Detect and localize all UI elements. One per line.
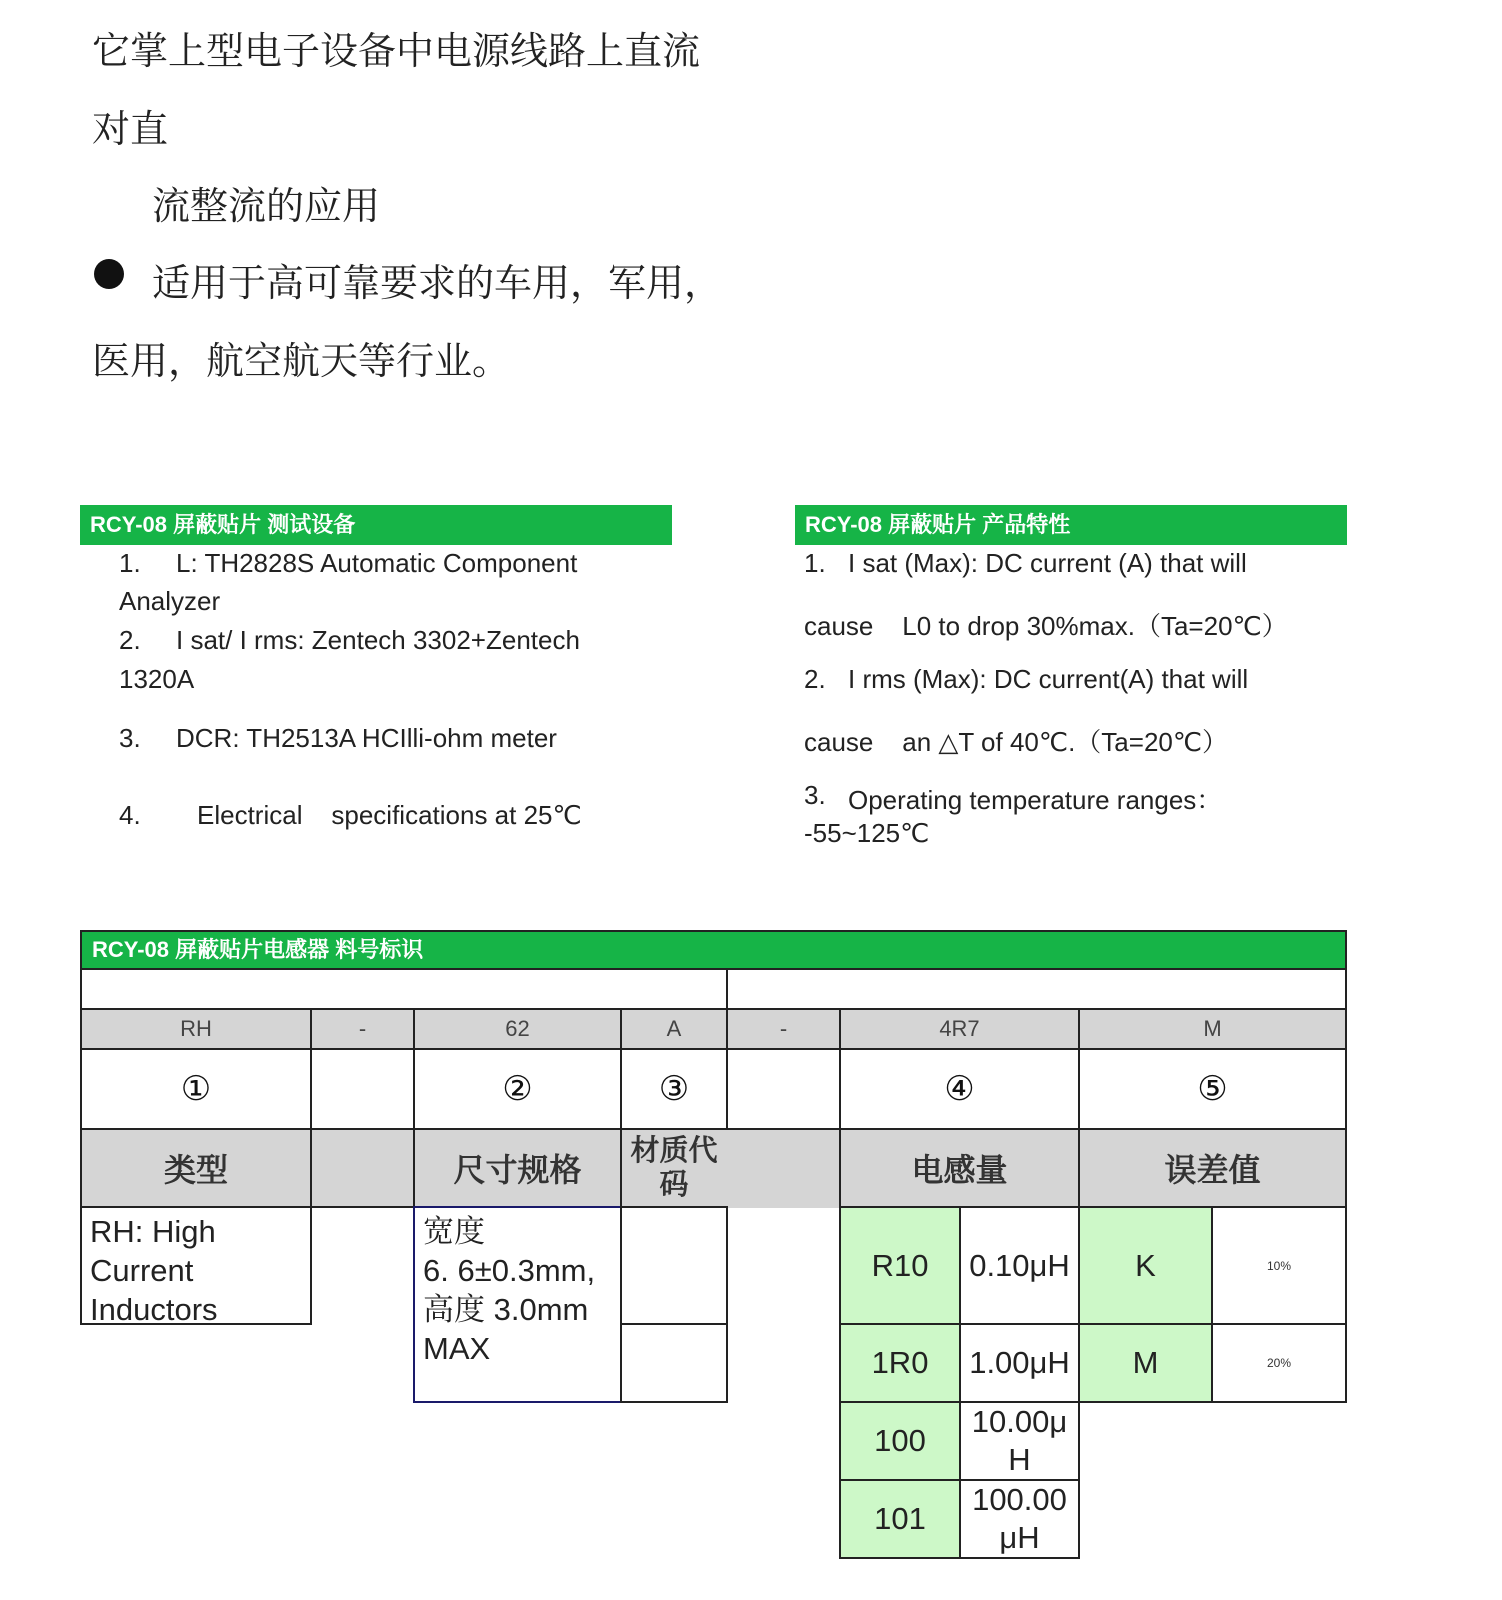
intro-line-3: 流整流的应用 — [152, 184, 381, 228]
marker-blank-1 — [310, 1048, 415, 1130]
code-material: A — [620, 1008, 728, 1050]
size-desc-line-2: 6. 6±0.3mm, — [423, 1253, 596, 1288]
inductance-code-r10: R10 — [839, 1206, 961, 1325]
intro-line-5: 医用，航空航天等行业。 — [92, 339, 511, 383]
type-desc-line-2: Current — [90, 1253, 194, 1288]
intro-line-1: 它掌上型电子设备中电源线路上直流 — [92, 29, 701, 73]
inductance-code-101: 101 — [839, 1479, 961, 1559]
char-item-2-text-cont: cause an △T of 40℃.（Ta=20℃） — [804, 727, 1229, 757]
code-tolerance: M — [1078, 1008, 1347, 1050]
test-item-2-text: I sat/ I rms: Zentech 3302+Zentech — [176, 625, 580, 655]
blank-cell-right — [726, 968, 1347, 1010]
inductance-value-100 — [959, 1401, 1080, 1481]
header-size: 尺寸规格 — [413, 1128, 622, 1208]
header-material: 材质代码 — [620, 1128, 728, 1208]
intro-line-2: 对直 — [92, 107, 169, 151]
size-desc-line-1: 宽度 — [423, 1214, 485, 1249]
test-item-2-text-cont: 1320A — [119, 664, 195, 694]
inductance-value-1r0: 1.00μH — [959, 1323, 1080, 1403]
test-item-1-text-cont: Analyzer — [119, 586, 221, 616]
type-desc-line-3: Inductors — [90, 1292, 218, 1327]
header-inductance: 电感量 — [839, 1128, 1080, 1208]
tolerance-code-k: K — [1078, 1206, 1213, 1325]
marker-2: ② — [413, 1048, 622, 1130]
bullet-icon — [94, 259, 124, 289]
inductance-value-100-part-2: H — [1008, 1442, 1031, 1477]
test-item-3-text: DCR: TH2513A HCIlli-ohm meter — [176, 723, 557, 753]
header-blank-1 — [310, 1128, 415, 1208]
code-dash-2: - — [726, 1008, 841, 1050]
size-description — [413, 1206, 622, 1403]
code-rh: RH — [80, 1008, 312, 1050]
test-item-1-number: 1. — [119, 548, 141, 578]
char-item-3-number: 3. — [804, 780, 826, 810]
inductance-value-101-part-2: μH — [999, 1520, 1040, 1555]
tolerance-value-k: 10% — [1211, 1206, 1347, 1325]
char-item-3-text-cont: -55~125℃ — [804, 818, 930, 848]
part-code-title: RCY-08 屏蔽贴片电感器 料号标识 — [80, 930, 1347, 970]
type-description — [80, 1206, 312, 1325]
intro-line-4: 适用于高可靠要求的车用，军用， — [152, 261, 723, 305]
test-item-4-text: Electrical specifications at 25℃ — [197, 800, 582, 830]
marker-3: ③ — [620, 1048, 728, 1130]
blank-cell-left — [80, 968, 728, 1010]
size-desc-line-4: MAX — [423, 1331, 491, 1366]
code-dash-1: - — [310, 1008, 415, 1050]
char-item-2-number: 2. — [804, 664, 826, 694]
marker-blank-2 — [726, 1048, 841, 1130]
inductance-value-100-part-1: 10.00μ — [971, 1404, 1068, 1439]
marker-4: ④ — [839, 1048, 1080, 1130]
test-item-3-number: 3. — [119, 723, 141, 753]
size-desc-line-3: 高度 3.0mm — [423, 1292, 589, 1327]
tolerance-value-m: 20% — [1211, 1323, 1347, 1403]
test-equipment-title: RCY-08 屏蔽贴片 测试设备 — [80, 505, 672, 545]
inductance-code-100: 100 — [839, 1401, 961, 1481]
header-blank-2 — [726, 1128, 841, 1208]
marker-5: ⑤ — [1078, 1048, 1347, 1130]
inductance-code-1r0: 1R0 — [839, 1323, 961, 1403]
char-item-1-number: 1. — [804, 548, 826, 578]
header-type: 类型 — [80, 1128, 312, 1208]
inductance-value-101-part-1: 100.00 — [972, 1482, 1067, 1517]
char-item-1-text-cont: cause L0 to drop 30%max.（Ta=20℃） — [804, 611, 1288, 641]
char-item-1-text: I sat (Max): DC current (A) that will — [848, 548, 1247, 578]
characteristics-title: RCY-08 屏蔽贴片 产品特性 — [795, 505, 1347, 545]
test-item-2-number: 2. — [119, 625, 141, 655]
test-item-4-number: 4. — [119, 800, 141, 830]
inductance-value-r10: 0.10μH — [959, 1206, 1080, 1325]
char-item-2-text: I rms (Max): DC current(A) that will — [848, 664, 1249, 694]
header-tolerance: 误差值 — [1078, 1128, 1347, 1208]
tolerance-code-m: M — [1078, 1323, 1213, 1403]
test-item-1-text: L: TH2828S Automatic Component — [176, 548, 578, 578]
char-item-3-text: Operating temperature ranges： — [848, 785, 1223, 815]
code-inductance: 4R7 — [839, 1008, 1080, 1050]
code-size: 62 — [413, 1008, 622, 1050]
type-desc-line-1: RH: High — [90, 1214, 216, 1249]
marker-1: ① — [80, 1048, 312, 1130]
material-cell-2 — [620, 1323, 728, 1403]
inductance-value-101 — [959, 1479, 1080, 1559]
material-cell-1 — [620, 1206, 728, 1325]
